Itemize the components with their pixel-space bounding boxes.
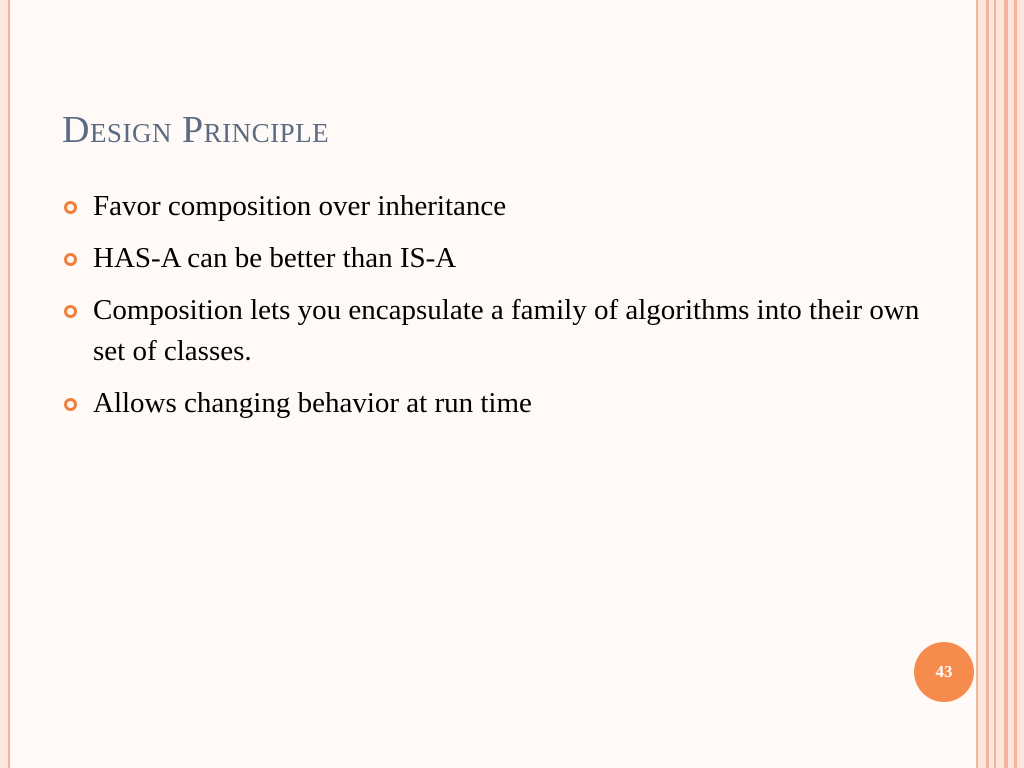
right-decorative-line [1014,0,1017,768]
bullet-text: HAS-A can be better than IS-A [93,242,457,274]
right-decorative-line [976,0,978,768]
right-decorative-line [1004,0,1008,768]
circle-bullet-icon [64,305,77,318]
right-decorative-line [986,0,989,768]
bullet-item [64,290,944,372]
bullet-text: Allows changing behavior at run time [93,387,532,419]
bullet-item [64,383,944,424]
bullet-item [64,238,944,279]
bullet-list [64,186,944,435]
right-decorative-line [994,0,996,768]
bullet-item [64,186,944,227]
circle-bullet-icon [64,398,77,411]
page-number-badge: 43 [914,642,974,702]
bullet-text: Composition lets you encapsulate a family of algorithms into their own set of classes. [93,294,920,367]
left-decorative-line [8,0,10,768]
circle-bullet-icon [64,201,77,214]
bullet-text: Favor composition over inheritance [93,190,507,222]
slide-title: Design Principle [62,109,330,151]
circle-bullet-icon [64,253,77,266]
